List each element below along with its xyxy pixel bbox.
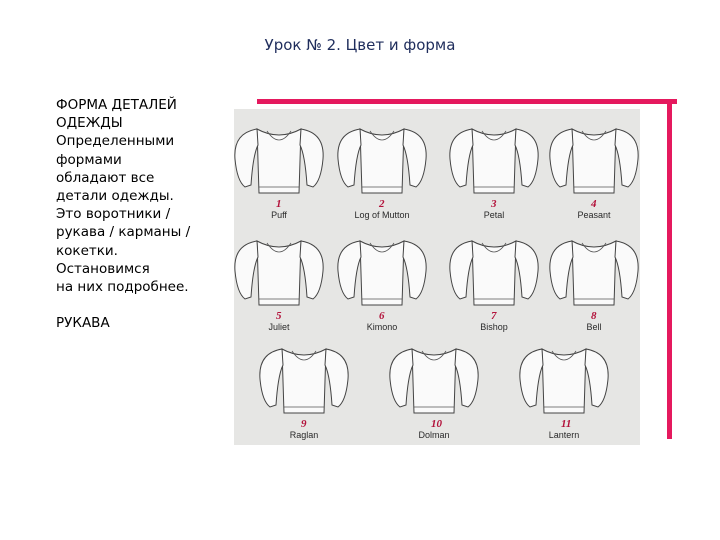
sleeve-label-11: Lantern — [548, 430, 580, 440]
blouse-sketch-1 — [235, 129, 323, 193]
sleeve-number-6: 6 — [379, 310, 385, 322]
sleeve-illustration-svg — [234, 109, 640, 445]
sleeve-label-1: Puff — [271, 210, 287, 220]
sleeve-number-5: 5 — [276, 310, 282, 322]
blouse-sketch-4 — [550, 129, 638, 193]
sleeve-number-8: 8 — [591, 310, 597, 322]
paragraph-line-7: кокетки. — [56, 242, 118, 259]
sleeve-number-9: 9 — [301, 418, 307, 430]
blouse-sketch-8 — [550, 241, 638, 305]
paragraph-line-3: обладают все — [56, 169, 155, 186]
frame-right-bar — [667, 99, 672, 439]
sleeve-label-3: Petal — [483, 210, 505, 220]
sleeve-number-4: 4 — [591, 198, 597, 210]
sleeve-illustration — [234, 109, 640, 445]
sleeve-label-5: Juliet — [268, 322, 290, 332]
sleeve-number-11: 11 — [561, 418, 572, 430]
blouse-sketch-3 — [450, 129, 538, 193]
frame-top-bar — [257, 99, 677, 104]
heading-line-1: ФОРМА ДЕТАЛЕЙ — [56, 97, 177, 113]
sleeve-number-2: 2 — [379, 198, 385, 210]
sleeve-label-8: Bell — [586, 322, 602, 332]
paragraph-line-8: Остановимся — [56, 260, 150, 277]
sleeve-label-10: Dolman — [418, 430, 450, 440]
sleeve-label-4: Peasant — [577, 210, 611, 220]
blouse-sketch-2 — [338, 129, 426, 193]
paragraph-line-5: Это воротники / — [56, 206, 171, 223]
blouse-sketch-10 — [390, 349, 478, 413]
blouse-sketch-5 — [235, 241, 323, 305]
paragraph-line-2: формами — [56, 151, 122, 168]
sleeve-label-2: Log of Mutton — [354, 210, 410, 220]
heading-line-2: ОДЕЖДЫ — [56, 115, 123, 132]
sleeve-label-6: Kimono — [366, 322, 398, 332]
sleeve-number-7: 7 — [491, 310, 497, 322]
blouse-sketch-7 — [450, 241, 538, 305]
slide-title: Урок № 2. Цвет и форма — [264, 36, 456, 54]
section-label: РУКАВА — [56, 315, 110, 332]
blouse-sketch-11 — [520, 349, 608, 413]
paragraph-line-1: Определенными — [56, 133, 175, 150]
sleeve-label-9: Raglan — [289, 430, 319, 440]
sleeve-label-7: Bishop — [480, 322, 508, 332]
sleeve-types-figure — [234, 99, 684, 449]
sleeve-number-1: 1 — [276, 198, 282, 210]
paragraph-line-9: на них подробнее. — [56, 279, 189, 296]
paragraph-line-4: детали одежды. — [56, 188, 174, 205]
paragraph-line-6: рукава / карманы / — [56, 224, 191, 241]
blouse-sketch-6 — [338, 241, 426, 305]
body-text — [56, 96, 216, 332]
sleeve-number-3: 3 — [491, 198, 497, 210]
sleeve-number-10: 10 — [431, 418, 442, 430]
blouse-sketch-9 — [260, 349, 348, 413]
